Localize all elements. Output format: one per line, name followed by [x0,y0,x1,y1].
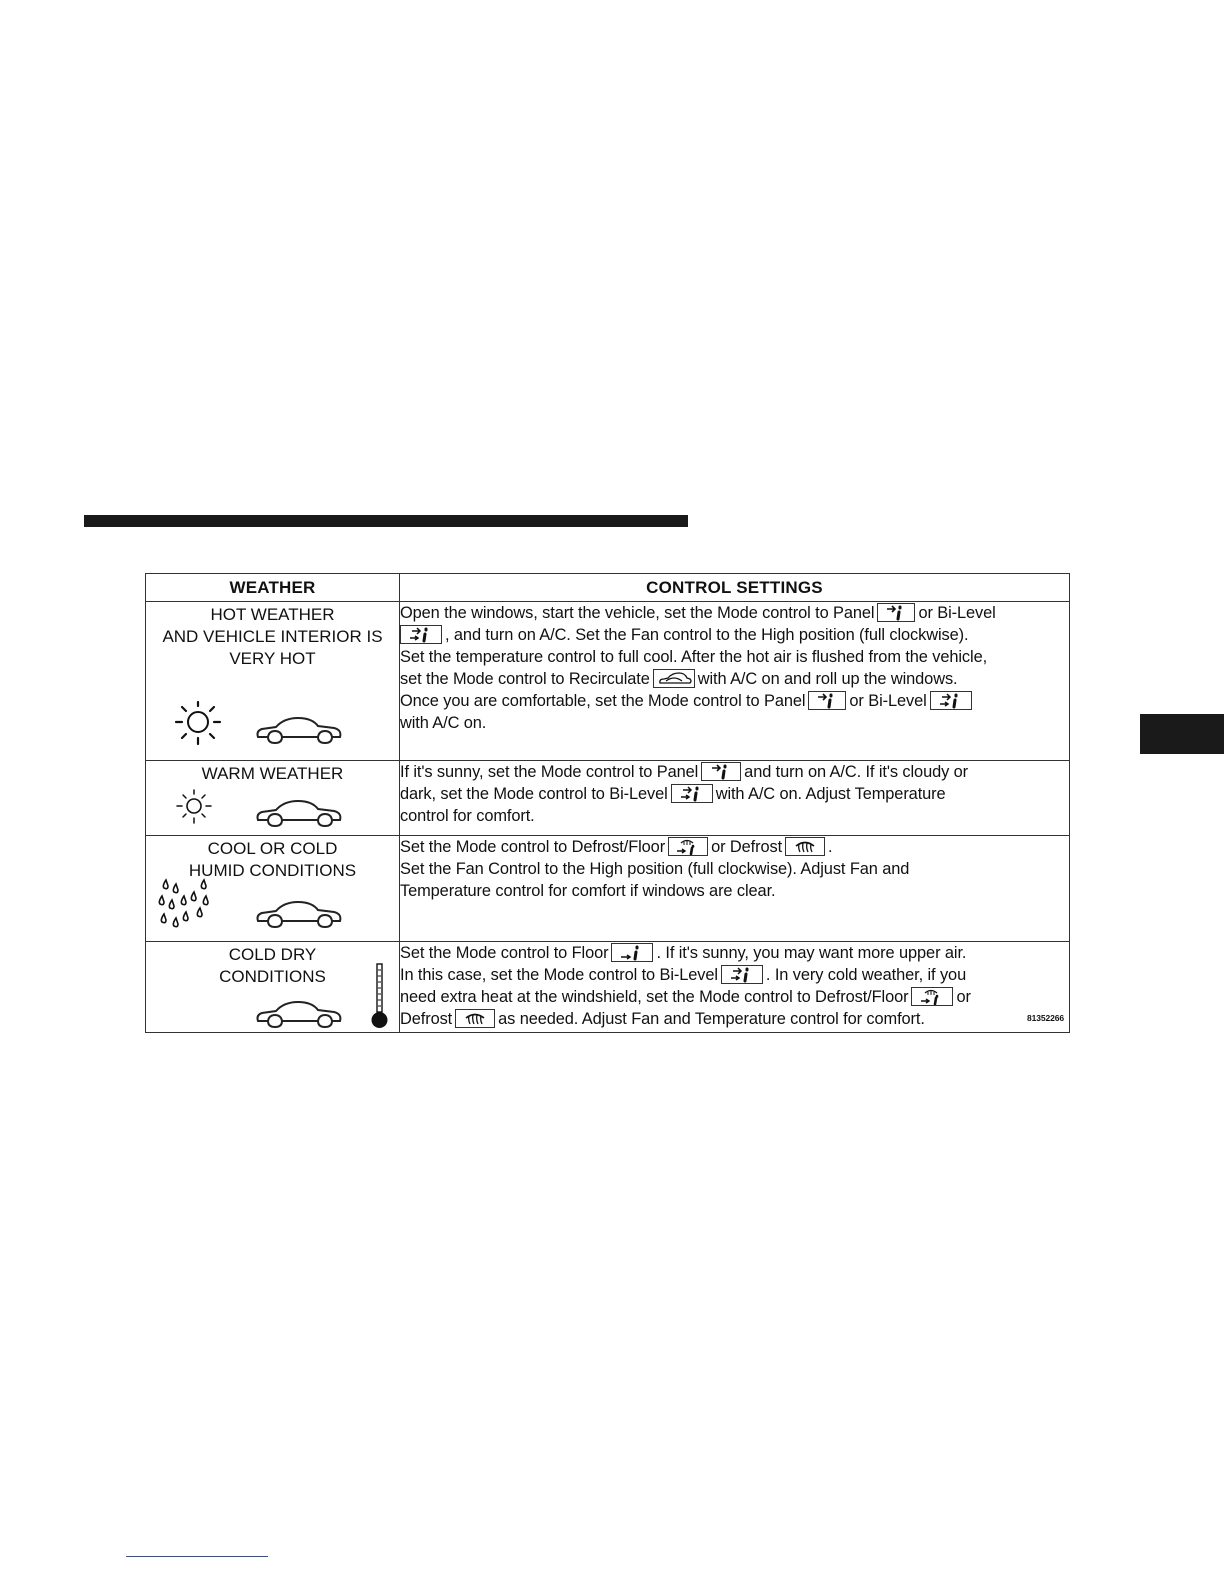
thermometer-icon [370,962,390,1030]
climate-control-settings-table [145,573,1070,1033]
settings-cell: Set the Mode control to Floor . If it's sunny, you may want more upper air. In this case, set the Mode control to Bi-Level . In very cold weather, if you need extra heat at the windshield, set the Mode control to Defrost/Floor or Defrost as needed. Adjust Fan and Temperature control for comfort. 81352266 [400,942,1070,1033]
table-row [146,602,1070,761]
car-icon [254,898,344,930]
defrost-mode-icon [455,1009,495,1028]
bi-level-mode-icon [671,784,713,803]
sun-icon [172,787,216,827]
weather-label: COOL OR COLD HUMID CONDITIONS [188,839,357,880]
car-icon [254,797,344,829]
panel-mode-icon [877,603,915,622]
weather-label: WARM WEATHER [201,764,344,783]
raindrops-icon [156,878,214,936]
floor-mode-icon [611,943,653,962]
bi-level-mode-icon [400,625,442,644]
header-control-settings: CONTROL SETTINGS [400,574,1070,602]
weather-cell [146,942,400,1033]
car-icon [254,714,344,746]
weather-cell [146,602,400,761]
table-row [146,836,1070,942]
header-weather: WEATHER [146,574,400,602]
footer-link-line [126,1556,268,1557]
bi-level-mode-icon [930,691,972,710]
defrost-floor-mode-icon [668,837,708,856]
figure-id: 81352266 [1026,1013,1064,1023]
section-rule [84,515,688,527]
settings-cell: Set the Mode control to Defrost/Floor or Defrost . Set the Fan Control to the High position (full clockwise). Adjust Fan and Temperature control for comfort if windows are clear. [400,836,1070,942]
weather-cell [146,836,400,942]
car-icon [254,998,344,1030]
panel-mode-icon [808,691,846,710]
defrost-mode-icon [785,837,825,856]
defrost-floor-mode-icon [911,987,953,1006]
settings-cell: Open the windows, start the vehicle, set the Mode control to Panel or Bi-Level , and turn on A/C. Set the Fan control to the High position (full clockwise). Set the temperature control to full cool. After the hot air is flushed from the vehicle, set the Mode control to Recirculate with A/C on and roll up the windows. Once you are comfortable, set the Mode control to Panel or Bi-Level with A/C on. [400,602,1070,761]
bi-level-mode-icon [721,965,763,984]
weather-label: HOT WEATHER AND VEHICLE INTERIOR IS VERY HOT [162,605,383,668]
table-row [146,942,1070,1033]
table-row [146,761,1070,836]
panel-mode-icon [701,762,741,781]
chapter-tab [1140,714,1224,754]
settings-cell: If it's sunny, set the Mode control to Panel and turn on A/C. If it's cloudy or dark, set the Mode control to Bi-Level with A/C on. Adjust Temperature control for comfort. [400,761,1070,836]
recirculate-mode-icon [653,669,695,688]
weather-cell [146,761,400,836]
weather-label: COLD DRY CONDITIONS [219,945,326,986]
sun-icon [168,698,228,750]
